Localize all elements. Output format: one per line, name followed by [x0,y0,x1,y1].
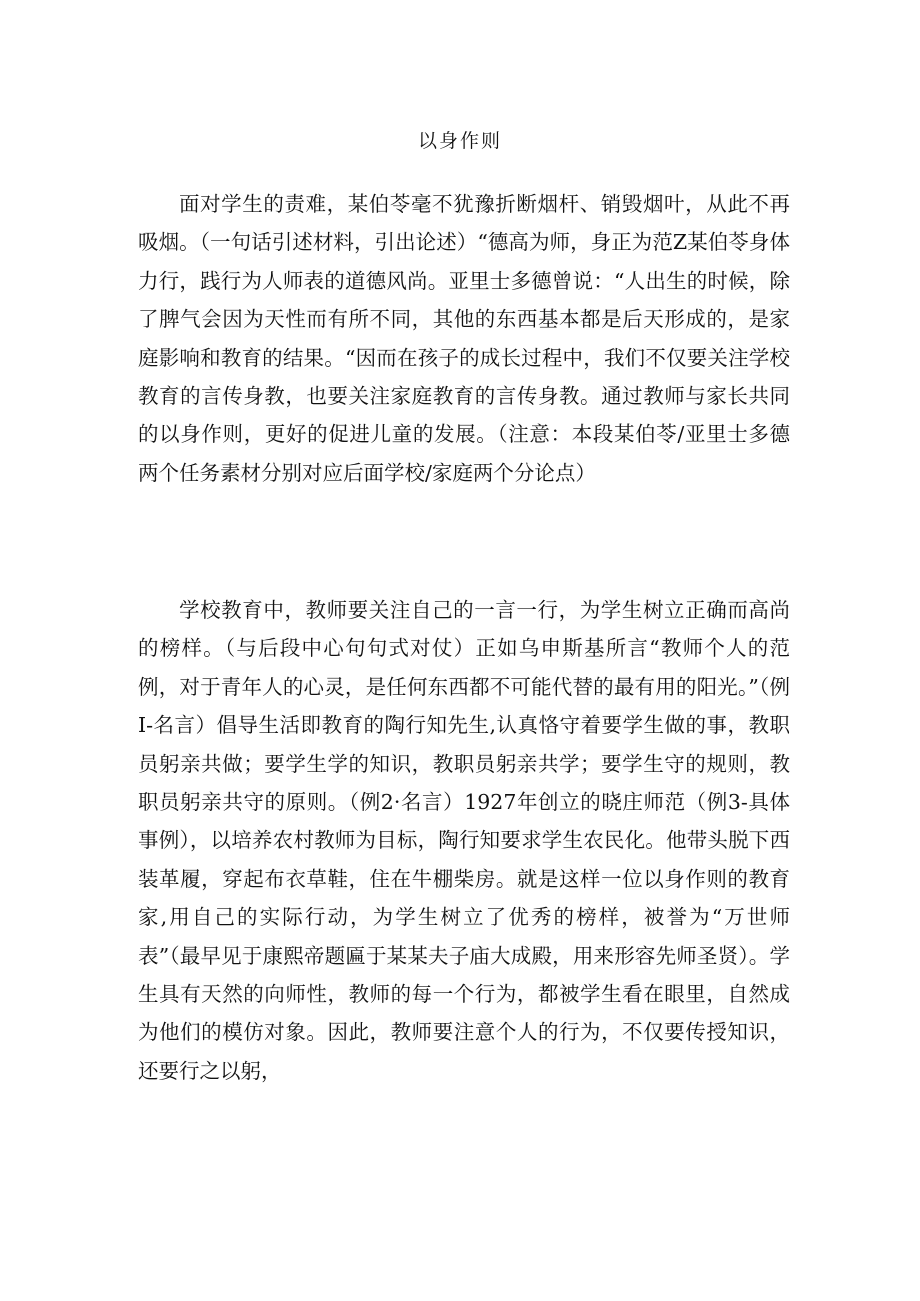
paragraph-intro: 面对学生的责难，某伯苓毫不犹豫折断烟杆、销毁烟叶，从此不再吸烟。（一句话引述材料，引出论述）“德高为师，身正为范Z某伯苓身体力行，践行为人师表的道德风尚。亚里士多德曾说：“人出生的时候，除了脾气会因为天性而有所不同，其他的东西基本都是后天形成的，是家庭影响和教育的结果。“因而在孩子的成长过程中，我们不仅要关注学校教育的言传身教，也要关注家庭教育的言传身教。通过教师与家长共同的以身作则，更好的促进儿童的发展。（注意：本段某伯苓/亚里士多德两个任务素材分别对应后面学校/家庭两个分论点） [138,192,790,485]
paragraph-school-education: 学校教育中，教师要关注自己的一言一行，为学生树立正确而高尚的榜样。（与后段中心句句式对仗）正如乌申斯基所言“教师个人的范例，对于青年人的心灵，是任何东西都不可能代替的最有用的阳光。”（例I-名言）倡导生活即教育的陶行知先生,认真恪守着要学生做的事，教职员躬亲共做；要学生学的知识，教职员躬亲共学；要学生守的规则，教职员躬亲共守的原则。（例2·名言）1927年创立的晓庄师范（例3-具体事例），以培养农村教师为目标，陶行知要求学生农民化。他带头脱下西装革履，穿起布衣草鞋，住在牛棚柴房。就是这样一位以身作则的教育家,用自己的实际行动，为学生树立了优秀的榜样，被誉为“万世师表”（最早见于康熙帝题匾于某某夫子庙大成殿，用来形容先师圣贤）。学生具有天然的向师性，教师的每一个行为，都被学生看在眼里，自然成为他们的模仿对象。因此，教师要注意个人的行为，不仅要传授知识，还要行之以躬， [138,598,790,1083]
document-title: 以身作则 [417,130,502,152]
